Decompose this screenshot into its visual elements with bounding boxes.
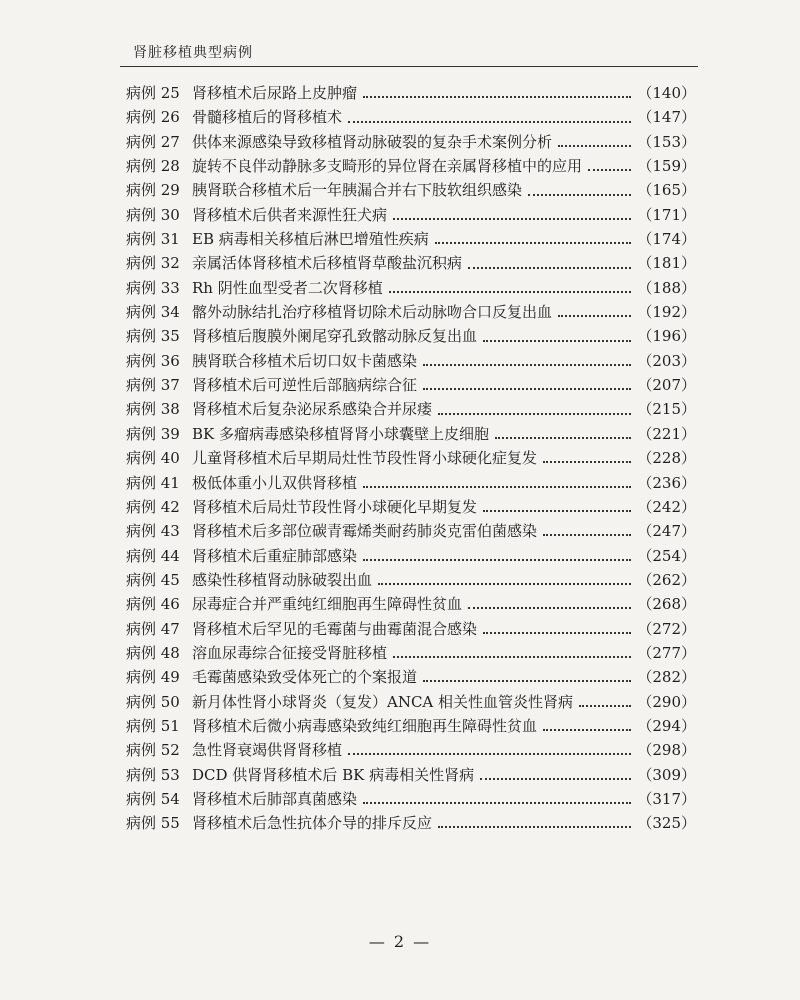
case-number: 病例 29 [126, 181, 180, 200]
page-reference: （188） [637, 278, 696, 297]
toc-entry[interactable] [126, 691, 696, 715]
dot-leader [363, 559, 631, 561]
page-reference: （290） [637, 692, 696, 711]
page-reference: （317） [637, 789, 696, 808]
dot-leader [543, 729, 631, 731]
case-title: 髂外动脉结扎治疗移植肾切除术后动脉吻合口反复出血 [192, 303, 553, 322]
dot-leader [378, 583, 631, 585]
case-number: 病例 31 [126, 230, 180, 249]
toc-entry[interactable] [126, 350, 696, 374]
case-number: 病例 32 [126, 254, 180, 273]
case-title: 溶血尿毒综合征接受肾脏移植 [192, 643, 388, 662]
case-title: 肾移植术后多部位碳青霉烯类耐药肺炎克雷伯菌感染 [192, 522, 538, 541]
dot-leader [435, 242, 632, 244]
case-title: BK 多瘤病毒感染移植肾肾小球囊壁上皮细胞 [192, 424, 489, 443]
case-number: 病例 45 [126, 570, 180, 589]
page-reference: （325） [637, 814, 696, 833]
case-number: 病例 34 [126, 303, 180, 322]
toc-entry[interactable] [126, 642, 696, 666]
case-title: 供体来源感染导致移植肾动脉破裂的复杂手术案例分析 [192, 132, 553, 151]
case-title: 毛霉菌感染致受体死亡的个案报道 [192, 668, 418, 687]
page-reference: （215） [637, 400, 696, 419]
case-number: 病例 30 [126, 205, 180, 224]
dot-leader [438, 826, 631, 828]
page-reference: （282） [637, 668, 696, 687]
case-title: 肾移植术后重症肺部感染 [192, 546, 358, 565]
toc-entry[interactable] [126, 447, 696, 471]
case-title: DCD 供肾肾移植术后 BK 病毒相关性肾病 [192, 765, 475, 784]
dot-leader [558, 315, 631, 317]
case-title: 亲属活体肾移植术后移植肾草酸盐沉积病 [192, 254, 463, 273]
case-number: 病例 51 [126, 716, 180, 735]
case-title: 新月体性肾小球肾炎（复发）ANCA 相关性血管炎性肾病 [192, 692, 574, 711]
case-title: 肾移植术后复杂泌尿系感染合并尿瘘 [192, 400, 433, 419]
toc-entry[interactable] [126, 325, 696, 349]
case-number: 病例 28 [126, 157, 180, 176]
case-title: 肾移植术后急性抗体介导的排斥反应 [192, 814, 433, 833]
page-reference: （221） [637, 424, 696, 443]
case-title: EB 病毒相关移植后淋巴增殖性疾病 [192, 230, 429, 249]
case-title: 感染性移植肾动脉破裂出血 [192, 570, 373, 589]
page-reference: （262） [637, 570, 696, 589]
case-title: 肾移植术后局灶节段性肾小球硬化早期复发 [192, 497, 478, 516]
case-number: 病例 37 [126, 376, 180, 395]
case-title: 胰肾联合移植术后一年胰漏合并右下肢软组织感染 [192, 181, 523, 200]
case-number: 病例 53 [126, 765, 180, 784]
case-number: 病例 48 [126, 643, 180, 662]
dot-leader [348, 753, 631, 755]
dot-leader [483, 340, 631, 342]
dot-leader [468, 267, 631, 269]
case-number: 病例 52 [126, 741, 180, 760]
case-title: 极低体重小儿双供肾移植 [192, 473, 358, 492]
toc-entry[interactable] [126, 569, 696, 593]
case-title: 胰肾联合移植术后切口奴卡菌感染 [192, 351, 418, 370]
toc-entry[interactable] [126, 472, 696, 496]
page-reference: （247） [637, 522, 696, 541]
case-title: 旋转不良伴动静脉多支畸形的异位肾在亲属肾移植中的应用 [192, 157, 583, 176]
page-reference: （140） [637, 84, 696, 102]
toc-entry[interactable] [126, 228, 696, 252]
case-number: 病例 33 [126, 278, 180, 297]
case-title: 肾移植术后罕见的毛霉菌与曲霉菌混合感染 [192, 619, 478, 638]
toc-entry[interactable] [126, 106, 696, 130]
page-reference: （192） [637, 303, 696, 322]
page-reference: （272） [637, 619, 696, 638]
case-number: 病例 42 [126, 497, 180, 516]
case-number: 病例 47 [126, 619, 180, 638]
case-number: 病例 26 [126, 108, 180, 127]
case-number: 病例 43 [126, 522, 180, 541]
case-number: 病例 55 [126, 814, 180, 833]
dot-leader [393, 656, 631, 658]
page-reference: （242） [637, 497, 696, 516]
case-number: 病例 41 [126, 473, 180, 492]
page-reference: （147） [637, 108, 696, 127]
case-title: 肾移植术后尿路上皮肿瘤 [192, 84, 358, 102]
page-reference: （196） [637, 327, 696, 346]
case-title: 肾移植后腹膜外阑尾穿孔致髂动脉反复出血 [192, 327, 478, 346]
case-number: 病例 49 [126, 668, 180, 687]
dot-leader [483, 632, 631, 634]
dot-leader [363, 802, 631, 804]
case-title: 肾移植术后微小病毒感染致纯红细胞再生障碍性贫血 [192, 716, 538, 735]
case-number: 病例 35 [126, 327, 180, 346]
page-reference: （309） [637, 765, 696, 784]
toc-entry[interactable] [126, 423, 696, 447]
toc-entry[interactable] [126, 398, 696, 422]
dot-leader [543, 534, 631, 536]
dot-leader [588, 169, 631, 171]
page-reference: （298） [637, 741, 696, 760]
page-reference: （268） [637, 595, 696, 614]
page-reference: （181） [637, 254, 696, 273]
case-title: 儿童肾移植术后早期局灶性节段性肾小球硬化症复发 [192, 449, 538, 468]
toc-entry[interactable] [126, 764, 696, 788]
page-reference: （159） [637, 157, 696, 176]
dot-leader [558, 145, 631, 147]
toc-entry[interactable] [126, 788, 696, 812]
case-title: 肾移植术后供者来源性狂犬病 [192, 205, 388, 224]
running-header-title: 肾脏移植典型病例 [133, 45, 253, 61]
dot-leader [495, 437, 631, 439]
toc-entry[interactable] [126, 204, 696, 228]
page-reference: （165） [637, 181, 696, 200]
case-number: 病例 54 [126, 789, 180, 808]
dot-leader [438, 413, 631, 415]
toc-entry[interactable] [126, 496, 696, 520]
toc-entry[interactable] [126, 301, 696, 325]
dot-leader [389, 291, 632, 293]
toc-entry[interactable] [126, 155, 696, 179]
case-title: 肾移植术后肺部真菌感染 [192, 789, 358, 808]
case-number: 病例 38 [126, 400, 180, 419]
page-reference: （277） [637, 643, 696, 662]
toc-entry[interactable] [126, 618, 696, 642]
dot-leader [393, 218, 631, 220]
toc-entry[interactable] [126, 277, 696, 301]
toc-entry[interactable] [126, 666, 696, 690]
toc-entry[interactable] [126, 593, 696, 617]
page-reference: （171） [637, 205, 696, 224]
toc-entry[interactable] [126, 179, 696, 203]
dot-leader [543, 461, 631, 463]
toc-entry[interactable] [126, 252, 696, 276]
page-reference: （207） [637, 376, 696, 395]
case-title: 急性肾衰竭供肾肾移植 [192, 741, 343, 760]
page-reference: （203） [637, 351, 696, 370]
case-number: 病例 36 [126, 351, 180, 370]
page-reference: （254） [637, 546, 696, 565]
dot-leader [423, 364, 631, 366]
page-reference: （174） [637, 230, 696, 249]
page-reference: （228） [637, 449, 696, 468]
case-number: 病例 44 [126, 546, 180, 565]
toc-entry[interactable] [126, 82, 696, 106]
dot-leader [483, 510, 631, 512]
case-number: 病例 40 [126, 449, 180, 468]
case-title: Rh 阴性血型受者二次肾移植 [192, 278, 383, 297]
table-of-contents [126, 82, 696, 837]
case-title: 骨髓移植后的肾移植术 [192, 108, 343, 127]
case-title: 尿毒症合并严重纯红细胞再生障碍性贫血 [192, 595, 463, 614]
dot-leader [423, 388, 631, 390]
dot-leader [579, 705, 631, 707]
toc-entry[interactable] [126, 131, 696, 155]
toc-entry[interactable] [126, 739, 696, 763]
page-reference: （153） [637, 132, 696, 151]
dot-leader [348, 121, 631, 123]
page-reference: （236） [637, 473, 696, 492]
dot-leader [528, 194, 631, 196]
case-number: 病例 27 [126, 132, 180, 151]
case-number: 病例 25 [126, 84, 180, 102]
toc-entry[interactable] [126, 715, 696, 739]
dot-leader [363, 486, 631, 488]
header-rule [120, 66, 698, 67]
dot-leader [468, 607, 631, 609]
dot-leader [480, 778, 631, 780]
case-number: 病例 46 [126, 595, 180, 614]
case-number: 病例 50 [126, 692, 180, 711]
dot-leader [423, 680, 631, 682]
toc-entry[interactable] [126, 374, 696, 398]
case-number: 病例 39 [126, 424, 180, 443]
toc-entry[interactable] [126, 812, 696, 836]
case-title: 肾移植术后可逆性后部脑病综合征 [192, 376, 418, 395]
dot-leader [363, 96, 631, 98]
toc-entry[interactable] [126, 520, 696, 544]
toc-entry[interactable] [126, 545, 696, 569]
page-number: — 2 — [368, 932, 432, 951]
page-reference: （294） [637, 716, 696, 735]
